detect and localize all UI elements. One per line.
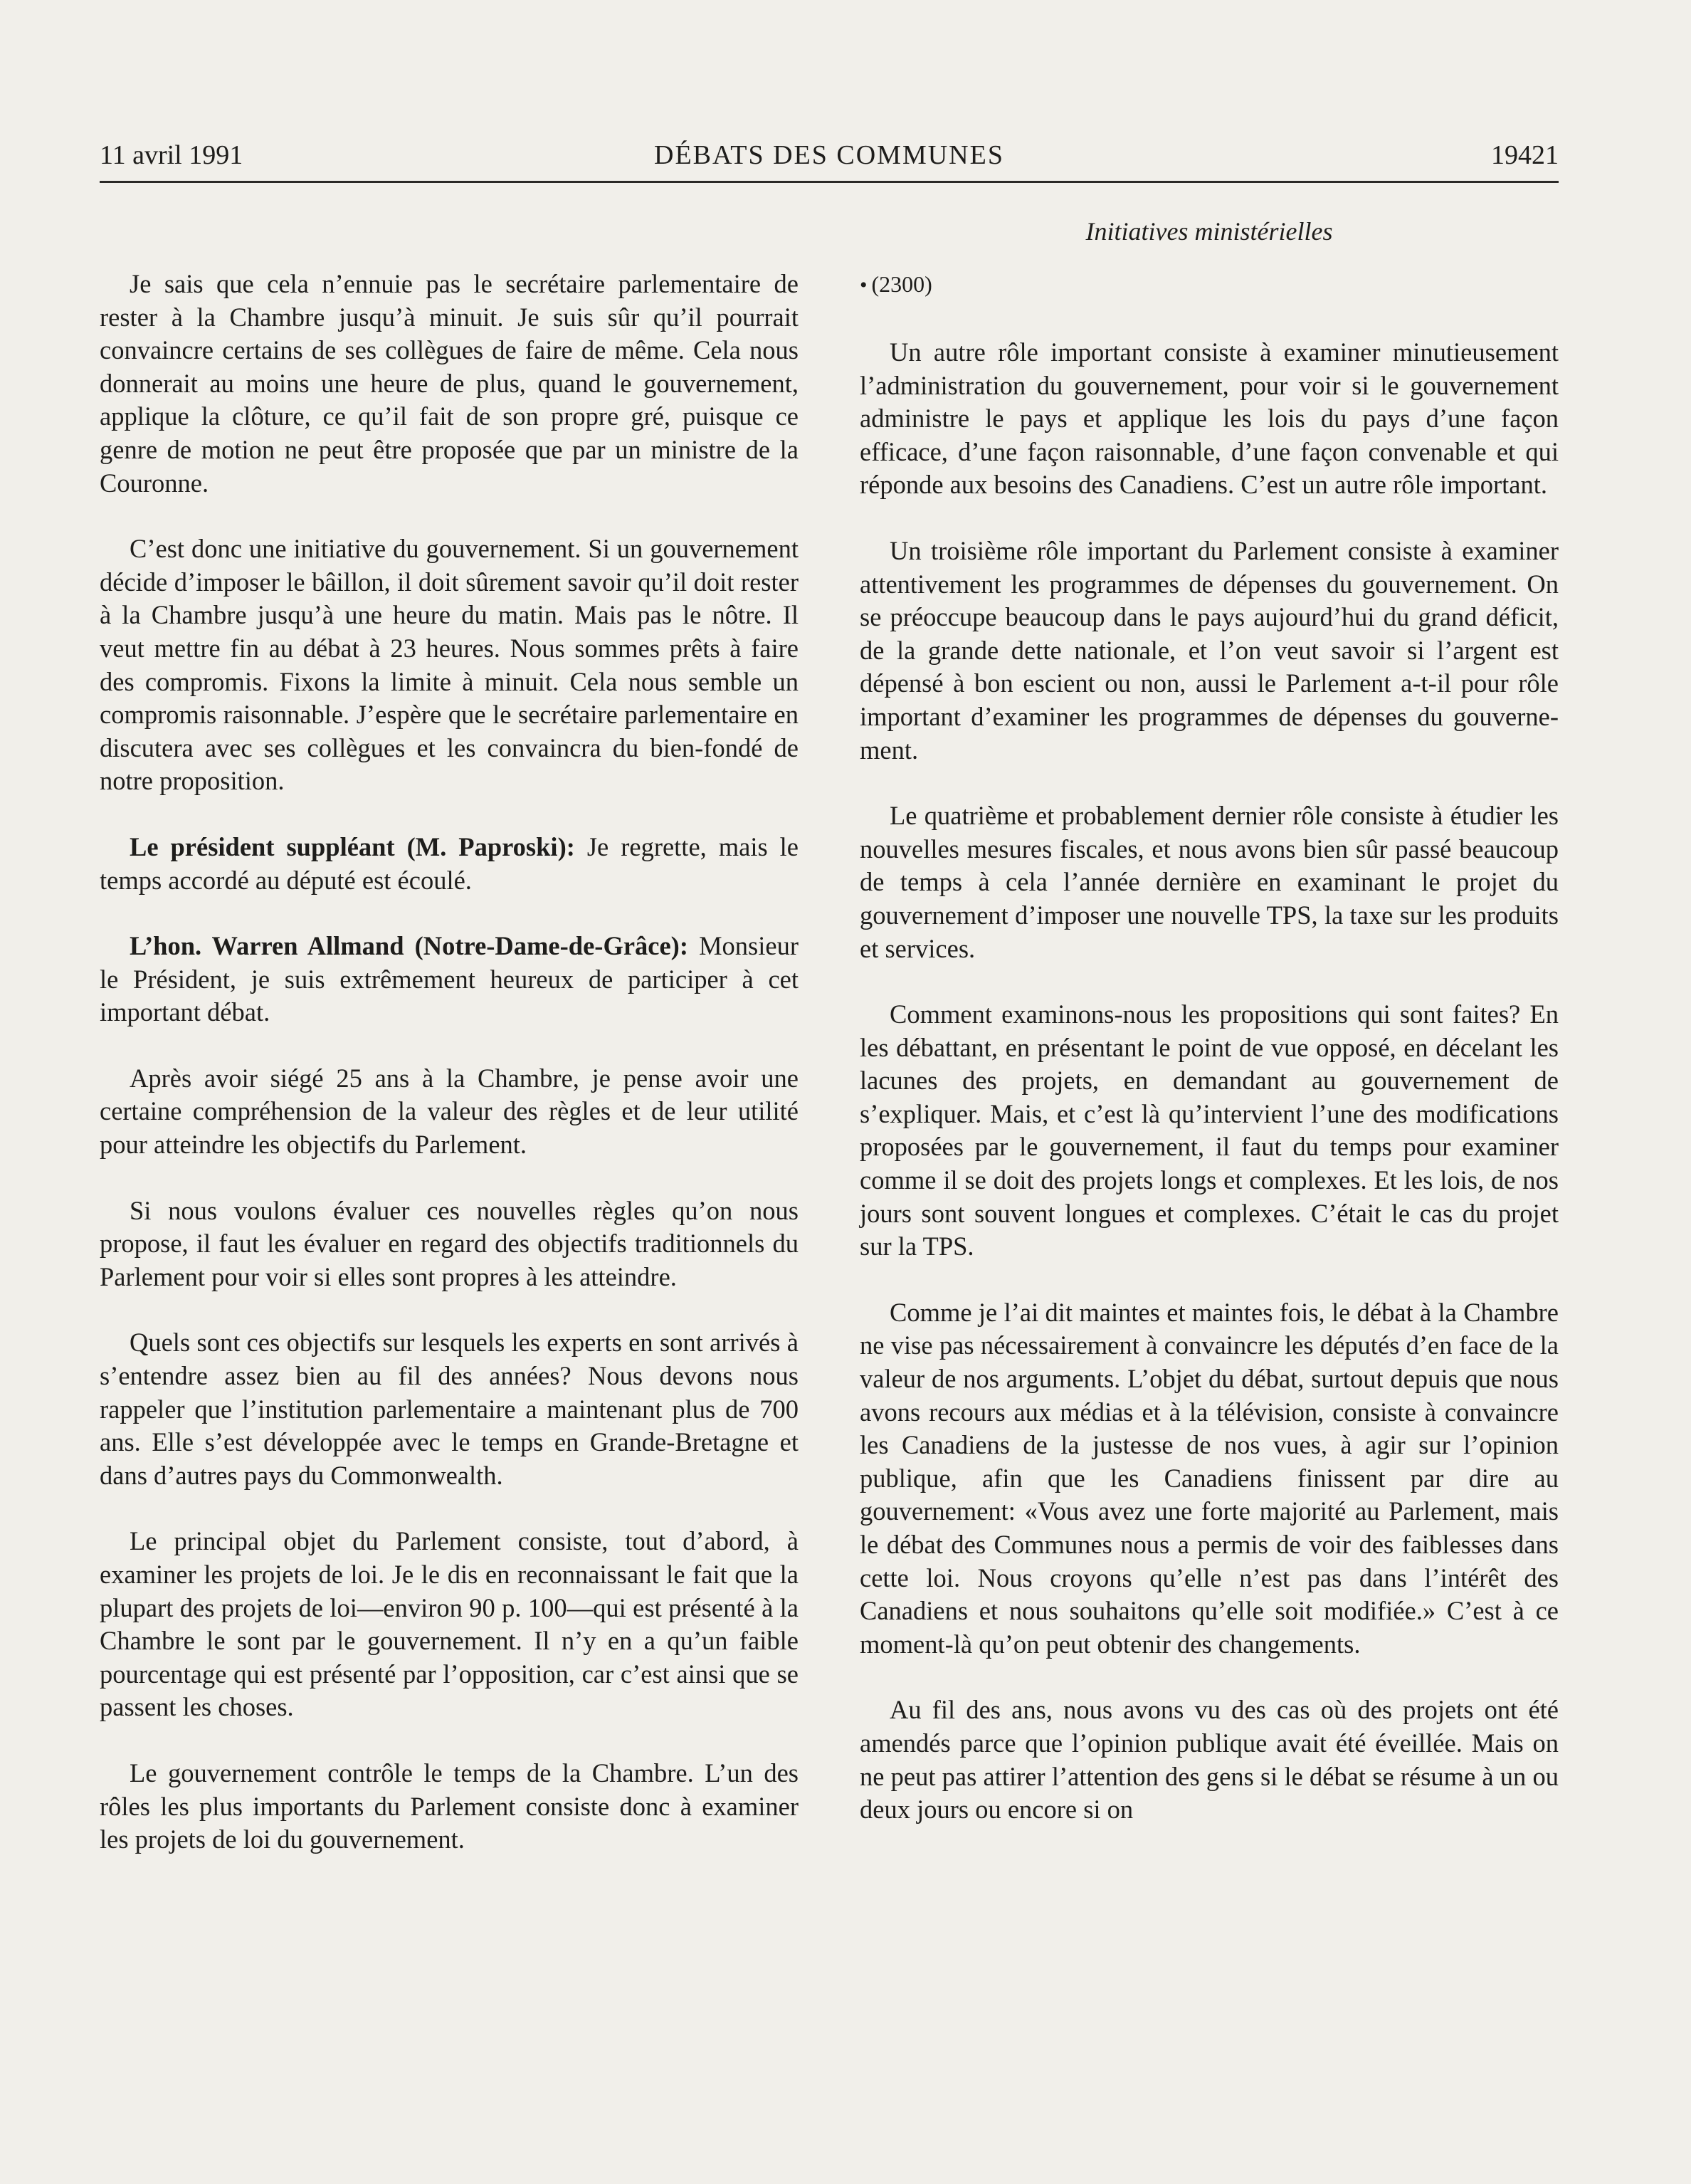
paragraph: Le quatrième et probablement dernier rôle consiste à étudier les nouvelles mesures fiscales, et nous avons bien sûr passé beaucoup de temps à cela l’année dernière en examinant le projet du gouvernement d’imposer une nouvelle TPS, la taxe sur les produits et services. [860, 801, 1559, 963]
header-title: DÉBATS DES COMMUNES [654, 140, 1004, 170]
paragraph: Un autre rôle important consiste à examiner minutieusement l’administration du gouvernement, pour voir si le gouvernement administre le pays et applique les lois du pays d’une façon efficace, d’une façon raisonnable, d’une façon convenable et qui réponde aux besoins des Canadiens. C’est un autre rôle important. [860, 337, 1559, 500]
header-page-number: 19421 [1491, 140, 1559, 170]
paragraph: Comment examinons-nous les propositions qui sont faites? En les débattant, en présentant le point de vue opposé, en décelant les lacunes des projets, en demandant au gouvernement de s’expliquer. Mais, et c’est là qu’intervient l’une des modifications proposées par le gouvernement, il faut du temps pour examiner comme il se doit des projets longs et complexes. Et les lois, de nos jours sont souvent longues et complexes. C’était le cas du projet sur la TPS. [860, 999, 1559, 1261]
paragraph: Comme je l’ai dit maintes et maintes fois, le débat à la Chambre ne vise pas nécessairement à convaincre les députés d’en face de la valeur de nos arguments. L’objet du débat, surtout depuis que nous avons recours aux médias et à la télévision, consiste à convaincre les Canadiens de la justesse de nos vues, à agir sur l’opinion publique, afin que les Canadiens finissent par dire au gouvernement: «Vous avez une forte majorité au Parlement, mais le débat des Communes nous a permis de voir des faiblesses dans cette loi. Nous croyons qu’elle n’est pas dans l’intérêt des Canadiens et nous souhaitons qu’elle soit modifiée.» C’est à ce moment-là qu’on peut obtenir des changements. [860, 1297, 1559, 1659]
paragraph: Je sais que cela n’ennuie pas le secrétaire parlementaire de rester à la Chambre jusqu’à minuit. Je suis sûr qu’il pourrait convaincre certains de ses collègues de faire de même. Cela nous donnerait au moins une heure de plus, quand le gouvernement, applique la clôture, ce qu’il fait de son propre gré, puisque ce genre de motion ne peut être proposée que par un ministre de la Couronne. [100, 269, 799, 498]
paragraph: Le principal objet du Parlement consiste, tout d’abord, à examiner les projets de loi. Je le dis en reconnaissant le fait que la plupart des projets de loi—environ 90 p. 100—qui est présenté à la Chambre le sont par le gouvernement. Il n’y en a qu’un faible pourcentage qui est présenté par l’opposition, car c’est ainsi que se passent les choses. [100, 1526, 799, 1722]
paragraph: Au fil des ans, nous avons vu des cas où des projets ont été amendés parce que l’opinion publique avait été éveillée. Mais on ne peut pas attirer l’attention des gens si le débat se résume à un ou deux jours ou encore si on [860, 1695, 1559, 1825]
speaker-name: Le président suppléant (M. Paproski): [130, 831, 575, 861]
header-rule [100, 181, 1559, 183]
time-marker [860, 268, 1559, 302]
running-head [100, 140, 1559, 179]
left-column [100, 268, 799, 1857]
paragraph: Un troisième rôle important du Parlement consiste à examiner attentivement les programmes de dépenses du gouvernement. On se préoccupe beaucoup dans le pays aujourd’hui du grand déficit, de la grande dette nationale, et l’on veut savoir si l’argent est dépensé à bon escient ou non, aussi le Parlement a-t-il pour rôle important d’examiner les programmes de dépenses du gouvernement. [860, 535, 1559, 765]
paragraph-speech [100, 831, 799, 897]
right-column [860, 268, 1559, 1827]
paragraph: C’est donc une initiative du gouvernement. Si un gouvernement décide d’imposer le bâillon, il doit sûrement savoir qu’il doit rester à la Chambre jusqu’à une heure du matin. Mais pas le nôtre. Il veut mettre fin au débat à 23 heures. Nous sommes prêts à faire des compromis. Fixons la limite à minuit. Cela nous semble un compromis raisonnable. J’espère que le secrétaire parlementaire en discutera avec ses collègues et les convaincra du bien-fondé de notre proposition. [100, 534, 799, 796]
paragraph: Le gouvernement contrôle le temps de la Chambre. L’un des rôles les plus importants du Parlement consiste donc à examiner les projets de loi du gouvernement. [100, 1758, 799, 1854]
speech-text: Je regrette, mais le temps accordé au député est écoulé. [100, 831, 799, 895]
section-heading: Initiatives ministérielles [1085, 217, 1333, 246]
speech-text: Monsieur le Président, je suis extrêmement heureux de participer à cet important débat. [100, 931, 799, 1027]
paragraph: Si nous voulons évaluer ces nouvelles règles qu’on nous propose, il faut les évaluer en regard des objectifs traditionnels du Parlement pour voir si elles sont propres à les atteindre. [100, 1195, 799, 1291]
paragraph: Quels sont ces objectifs sur lesquels les experts en sont arrivés à s’entendre assez bien au fil des années? Nous devons nous rappeler que l’institution parlementaire a maintenant plus de 700 ans. Elle s’est développée avec le temps en Grande-Bretagne et dans d’autres pays du Commonwealth. [100, 1328, 799, 1490]
time-marker-text: (2300) [871, 271, 932, 297]
speaker-name: L’hon. Warren Allmand (Notre-Dame-de-Grâce): [130, 931, 688, 961]
paragraph-speech [100, 930, 799, 1029]
header-date: 11 avril 1991 [100, 140, 243, 170]
bullet-icon: • [860, 273, 868, 297]
paragraph: Après avoir siégé 25 ans à la Chambre, je pense avoir une certaine compréhension de la valeur des règles et de leur utilité pour atteindre les objectifs du Parlement. [100, 1063, 799, 1160]
